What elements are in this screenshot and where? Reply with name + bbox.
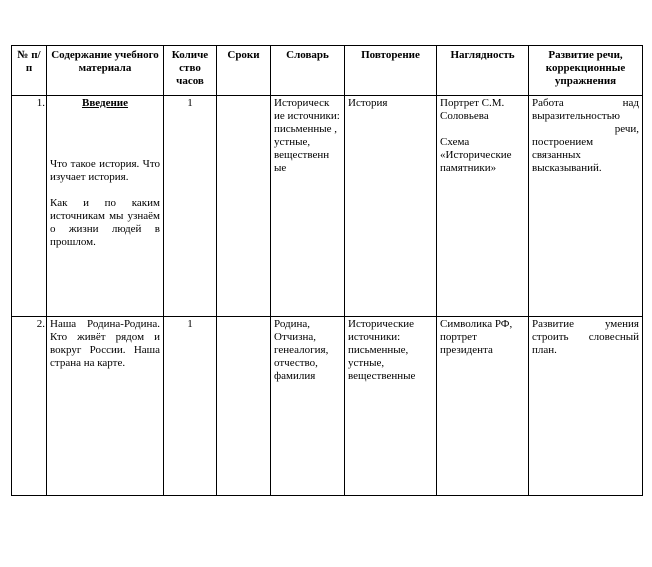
row-num: 1. [12,96,47,317]
header-num: № п/п [12,46,47,96]
row-dates [217,96,271,317]
row-content [47,96,164,317]
row-speech: Развитие умения строить словесный план. [529,317,643,496]
lesson-plan-table [11,45,643,496]
table-row [12,96,643,317]
header-vocab: Словарь [271,46,345,96]
row-review: История [345,96,437,317]
header-visual: Наглядность [437,46,529,96]
row-visual-item: Портрет С.М. Соловьева [440,97,505,122]
row-dates [217,317,271,496]
row-visual: Символика РФ, портрет президента [437,317,529,496]
header-speech: Развитие речи, коррекционные упражнения [529,46,643,96]
row-visual-item: Схема «Исторические памятники» [440,136,512,174]
row-hours: 1 [164,96,217,317]
row-visual [437,96,529,317]
header-row [12,46,643,96]
table-row [12,317,643,496]
row-num: 2. [12,317,47,496]
row-content-title: Введение [81,97,129,109]
row-speech [529,96,643,317]
row-speech-text: Работа над выразительностью [532,97,639,122]
row-speech-text: построением связанных высказываний. [532,136,602,174]
row-content-paragraph: Что такое история. Что изучает история. [50,158,160,183]
header-content: Содержание учебного материала [47,46,164,96]
row-vocab: Историческ ие источники: письменные , устные, вещественн ые [271,96,345,317]
row-hours: 1 [164,317,217,496]
row-speech-text: речи, [614,123,639,135]
row-content-paragraph: Как и по каким источникам мы узнаём о жизни людей в прошлом. [50,197,160,248]
header-review: Повторение [345,46,437,96]
row-review: Исторические источники: письменные, устные, вещественные [345,317,437,496]
header-dates: Сроки [217,46,271,96]
row-content: Наша Родина-Родина. Кто живёт рядом и вокруг России. Наша страна на карте. [47,317,164,496]
row-vocab: Родина, Отчизна, генеалогия, отчество, фамилия [271,317,345,496]
header-hours: Количе ство часов [164,46,217,96]
